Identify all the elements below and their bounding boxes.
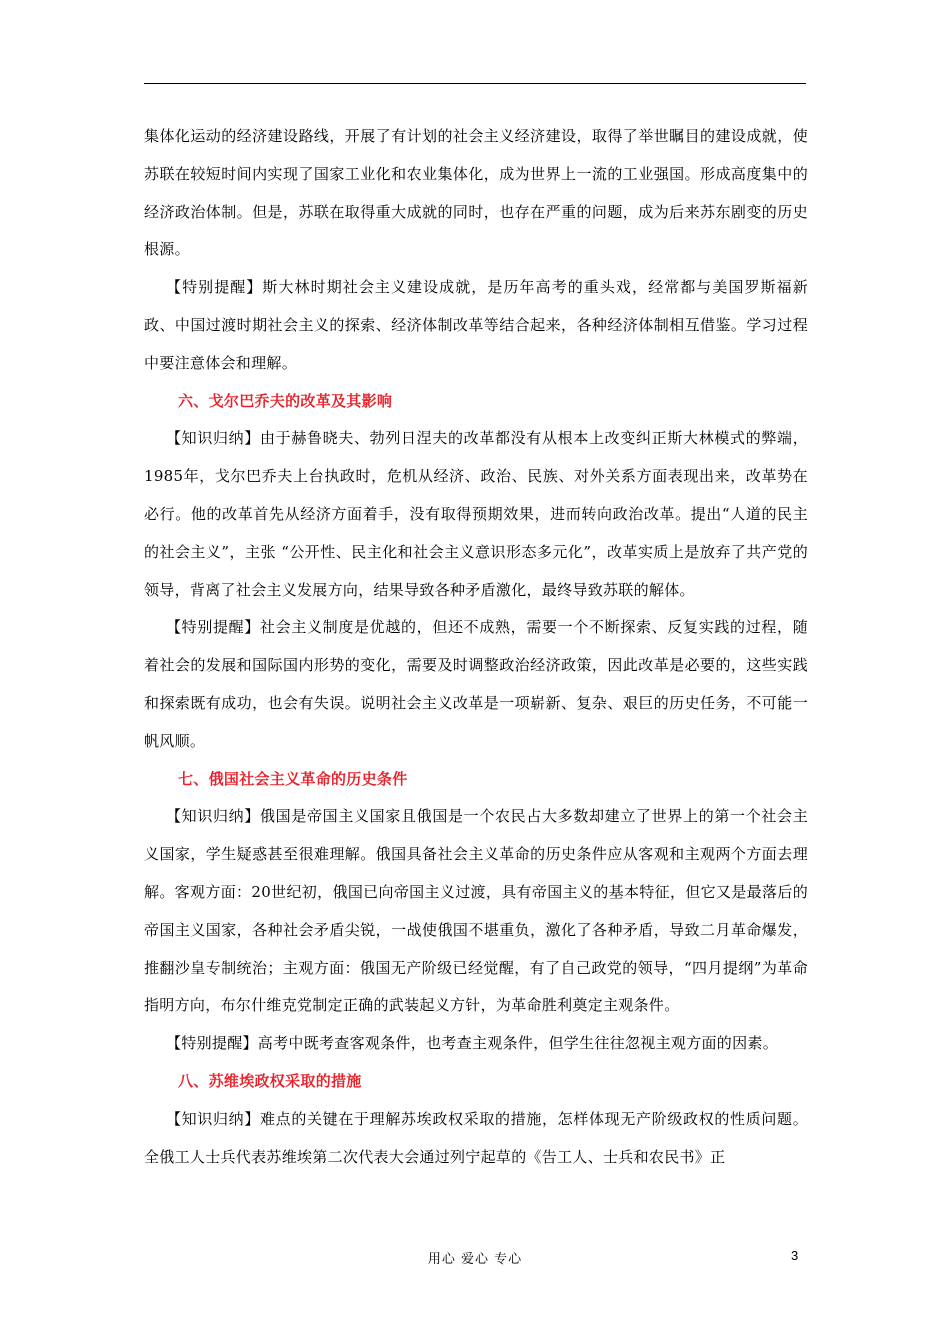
header-rule [144, 83, 806, 84]
footer-motto: 用心 爱心 专心 [427, 1252, 523, 1267]
section-heading-6: 六、戈尔巴乔夫的改革及其影响 [178, 391, 393, 410]
paragraph-knowledge-6: 【知识归纳】由于赫鲁晓夫、勃列日涅夫的改革都没有从根本上改变纠正斯大林模式的弊端，1985年，戈尔巴乔夫上台执政时，危机从经济、政治、民族、对外关系方面表现出来，改革势在必行。他的改革首先从经济方面着手，没有取得预期效果，进而转向政治改革。提出“人道的民主的社会主义”，主张 “公开性、民主化和社会主义意识形态多元化”，改革实质上是放弃了共产党的领导，背离了社会主义发展方向，结果导致各种矛盾激化，最终导致苏联的解体。 [144, 429, 808, 599]
page-number: 3 [791, 1248, 799, 1263]
document-body [144, 118, 808, 1176]
paragraph-special-note-7: 【特别提醒】高考中既考查客观条件，也考查主观条件，但学生往往忽视主观方面的因素。 [166, 1034, 779, 1053]
paragraph-intro: 集体化运动的经济建设路线，开展了有计划的社会主义经济建设，取得了举世瞩目的建设成就，使苏联在较短时间内实现了国家工业化和农业集体化，成为世界上一流的工业强国。形成高度集中的经济政治体制。但是，苏联在取得重大成就的同时，也存在严重的问题，成为后来苏东剧变的历史根源。 [144, 127, 808, 259]
paragraph-special-note-1: 【特别提醒】斯大林时期社会主义建设成就，是历年高考的重头戏，经常都与美国罗斯福新政、中国过渡时期社会主义的探索、经济体制改革等结合起来，各种经济体制相互借鉴。学习过程中要注意体会和理解。 [144, 278, 808, 372]
paragraph-knowledge-7: 【知识归纳】俄国是帝国主义国家且俄国是一个农民占大多数却建立了世界上的第一个社会主义国家，学生疑惑甚至很难理解。俄国具备社会主义革命的历史条件应从客观和主观两个方面去理解。客观方面：20世纪初，俄国已向帝国主义过渡，具有帝国主义的基本特征，但它又是最落后的帝国主义国家，各种社会矛盾尖锐，一战使俄国不堪重负，激化了各种矛盾，导致二月革命爆发，推翻沙皇专制统治；主观方面：俄国无产阶级已经觉醒，有了自己政党的领导，“四月提纲”为革命指明方向，布尔什维克党制定正确的武装起义方针，为革命胜利奠定主观条件。 [144, 807, 808, 1015]
section-heading-8: 八、苏维埃政权采取的措施 [178, 1071, 362, 1090]
section-heading-7: 七、俄国社会主义革命的历史条件 [178, 769, 408, 788]
paragraph-special-note-6: 【特别提醒】社会主义制度是优越的，但还不成熟，需要一个不断探索、反复实践的过程，随着社会的发展和国际国内形势的变化，需要及时调整政治经济政策，因此改革是必要的，这些实践和探索既有成功，也会有失误。说明社会主义改革是一项崭新、复杂、艰巨的历史任务，不可能一帆风顺。 [144, 618, 808, 750]
paragraph-knowledge-8: 【知识归纳】难点的关键在于理解苏埃政权采取的措施，怎样体现无产阶级政权的性质问题。全俄工人士兵代表苏维埃第二次代表大会通过列宁起草的《告工人、士兵和农民书》正 [144, 1109, 808, 1166]
